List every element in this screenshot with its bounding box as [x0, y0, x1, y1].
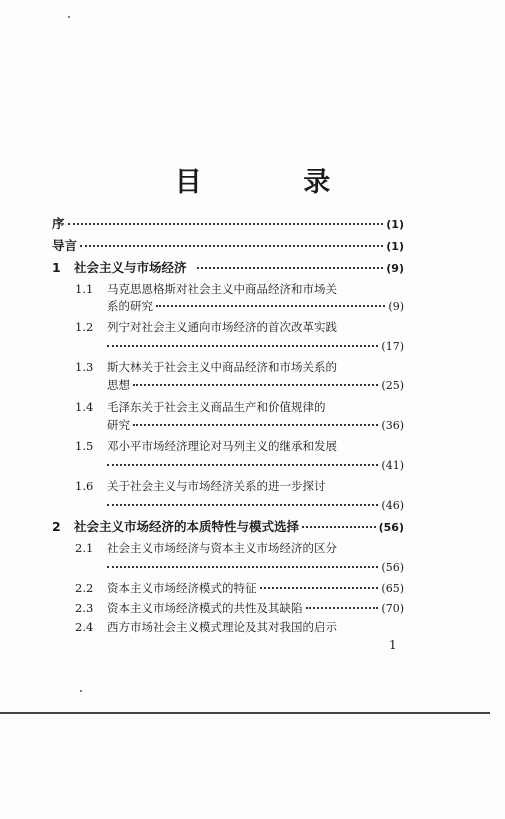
leader-dots: [107, 504, 378, 506]
toc-entry-page: (56): [381, 561, 404, 574]
toc-entry-page: (65): [381, 582, 404, 595]
toc-entry-1-3-cont: [107, 380, 404, 392]
toc-entry-introduction: [52, 240, 404, 253]
leader-dots: [107, 566, 378, 568]
toc-entry-page: (41): [381, 459, 404, 472]
toc-entry-title: 邓小平市场经济理论对马列主义的继承和发展: [107, 439, 337, 453]
toc-entry-title: 马克思恩格斯对社会主义中商品经济和市场关: [107, 282, 337, 296]
toc-entry-1-4: [75, 402, 404, 414]
toc-entry-1-2-cont: [107, 341, 404, 352]
toc-entry-number: 1.4: [75, 400, 94, 414]
toc-entry-title: 资本主义市场经济模式的特征: [107, 581, 257, 595]
leader-dots: [133, 424, 378, 426]
toc-entry-1-1: [75, 284, 404, 296]
toc-entry-page: (36): [381, 419, 404, 432]
toc-entry-1-6: [75, 481, 404, 493]
leader-dots: [68, 223, 384, 225]
toc-entry-title-cont: 系的研究: [107, 299, 153, 313]
toc-entry-title: 斯大林关于社会主义中商品经济和市场关系的: [107, 360, 337, 374]
toc-entry-2-3: [75, 603, 404, 615]
leader-dots: [156, 305, 385, 307]
page-title: 目 录: [174, 167, 377, 198]
toc-entry-title: 西方市场社会主义模式理论及其对我国的启示: [107, 620, 337, 634]
toc-entry-chapter-1: [52, 262, 404, 275]
toc-entry-1-3: [75, 362, 404, 374]
leader-dots: [302, 526, 376, 528]
toc-entry-page: (1): [386, 240, 404, 253]
toc-entry-number: 2.1: [75, 541, 94, 555]
toc-entry-1-2: [75, 322, 404, 334]
scan-speck: [80, 690, 82, 692]
page-number: 1: [389, 638, 397, 652]
toc-entry-preface: [52, 218, 404, 231]
toc-entry-page: (70): [381, 602, 404, 615]
leader-dots: [107, 345, 378, 347]
toc-entry-page: (56): [378, 521, 404, 534]
toc-entry-page: (25): [381, 379, 404, 392]
toc-entry-title: 社会主义与市场经济: [74, 260, 187, 275]
toc-entry-2-1: [75, 543, 404, 555]
toc-entry-title: 列宁对社会主义通向市场经济的首次改革实践: [107, 320, 337, 334]
toc-entry-number: 1.5: [75, 439, 94, 453]
toc-entry-chapter-2: [52, 521, 404, 534]
leader-dots: [197, 267, 384, 269]
toc-entry-title: 资本主义市场经济模式的共性及其缺陷: [107, 601, 303, 615]
toc-entry-2-2: [75, 583, 404, 595]
toc-entry-number: 1.1: [75, 282, 94, 296]
toc-entry-page: (1): [386, 218, 404, 231]
toc-entry-1-6-cont: [107, 500, 404, 511]
toc-entry-1-5-cont: [107, 460, 404, 471]
toc-entry-page: (9): [386, 262, 404, 275]
page-bottom-rule: [0, 712, 490, 714]
toc-entry-page: (17): [381, 340, 404, 353]
toc-entry-title: 毛泽东关于社会主义商品生产和价值规律的: [107, 400, 326, 414]
toc-entry-title: 社会主义市场经济与资本主义市场经济的区分: [107, 541, 337, 555]
toc-entry-title-cont: 思想: [107, 378, 130, 392]
leader-dots: [133, 384, 378, 386]
toc-entry-2-4: [75, 622, 404, 634]
toc-entry-1-4-cont: [107, 420, 404, 432]
toc-entry-number: 2.2: [75, 581, 94, 595]
leader-dots: [107, 464, 378, 466]
leader-dots: [306, 607, 379, 609]
toc-entry-number: 2: [52, 519, 61, 534]
toc-entry-title: 社会主义市场经济的本质特性与模式选择: [74, 519, 300, 534]
toc-entry-number: 1.6: [75, 479, 94, 493]
toc-entry-1-1-cont: [107, 301, 404, 313]
toc-entry-page: (9): [388, 300, 404, 313]
leader-dots: [80, 245, 383, 247]
toc-entry-1-5: [75, 441, 404, 453]
toc-entry-number: 2.4: [75, 620, 94, 634]
toc-entry-number: 2.3: [75, 601, 94, 615]
toc-entry-number: 1: [52, 260, 61, 275]
toc-entry-title: 导言: [52, 238, 78, 253]
toc-entry-title: 关于社会主义与市场经济关系的进一步探讨: [107, 479, 326, 493]
leader-dots: [260, 587, 379, 589]
toc-entry-title: 序: [52, 216, 65, 231]
toc-entry-2-1-cont: [107, 562, 404, 573]
toc-entry-number: 1.2: [75, 320, 94, 334]
scan-speck: [68, 16, 70, 18]
toc-entry-number: 1.3: [75, 360, 94, 374]
toc-entry-page: (46): [381, 499, 404, 512]
toc-entry-title-cont: 研究: [107, 418, 130, 432]
